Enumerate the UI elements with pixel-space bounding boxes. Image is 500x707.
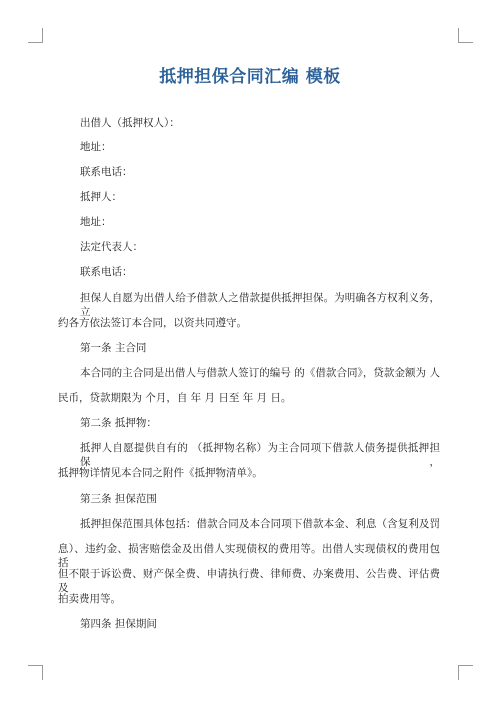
article-3-line-2: 息）、违约金、损害赔偿金及出借人实现债权的费用等。出借人实现债权的费用包括: [58, 543, 440, 569]
mortgagor-phone-field: 联系电话：: [80, 266, 133, 278]
article-3-heading: 第三条 担保范围: [80, 493, 157, 505]
article-3-line-4: 拍卖费用等。: [58, 593, 121, 605]
mortgagor-field: 抵押人：: [80, 191, 122, 203]
article-1-heading: 第一条 主合同: [80, 342, 147, 354]
document-title: 抵押担保合同汇编 模板: [159, 67, 341, 87]
article-1-line-1: 本合同的主合同是出借人与借款人签订的编号 的《借款合同》，贷款金额为 人: [80, 367, 440, 379]
crop-mark-top-right: [458, 28, 473, 43]
crop-mark-bottom-right: [458, 665, 473, 680]
article-2-line-1: 抵押人自愿提供自有的 （抵押物名称）为主合同项下借款人债务提供抵押担保，: [80, 442, 440, 468]
lender-address-field: 地址：: [80, 141, 112, 153]
crop-mark-top-left: [28, 28, 43, 43]
article-3-line-3: 但不限于诉讼费、财产保全费、申请执行费、律师费、办案费用、公告费、评估费及: [58, 568, 440, 594]
article-4-heading: 第四条 担保期间: [80, 618, 157, 630]
article-1-line-2: 民币，贷款期限为 个月，自 年 月 日至 年 月 日。: [58, 392, 292, 404]
article-2-heading: 第二条 抵押物：: [80, 417, 157, 429]
article-2-line-2: 抵押物详情见本合同之附件《抵押物清单》。: [58, 467, 263, 479]
article-3-line-1: 抵押担保范围具体包括：借款合同及本合同项下借款本金、利息（含复利及罚: [80, 518, 440, 530]
preamble-line-2: 约各方依法签订本合同，以资共同遵守。: [58, 317, 247, 329]
lender-field: 出借人（抵押权人）：: [80, 117, 180, 129]
mortgagor-address-field: 地址：: [80, 216, 112, 228]
lender-phone-field: 联系电话：: [80, 166, 133, 178]
crop-mark-bottom-left: [28, 665, 43, 680]
legal-representative-field: 法定代表人：: [80, 241, 143, 253]
preamble-line-1: 担保人自愿为出借人给予借款人之借款提供抵押担保。为明确各方权利义务，立: [80, 292, 440, 318]
